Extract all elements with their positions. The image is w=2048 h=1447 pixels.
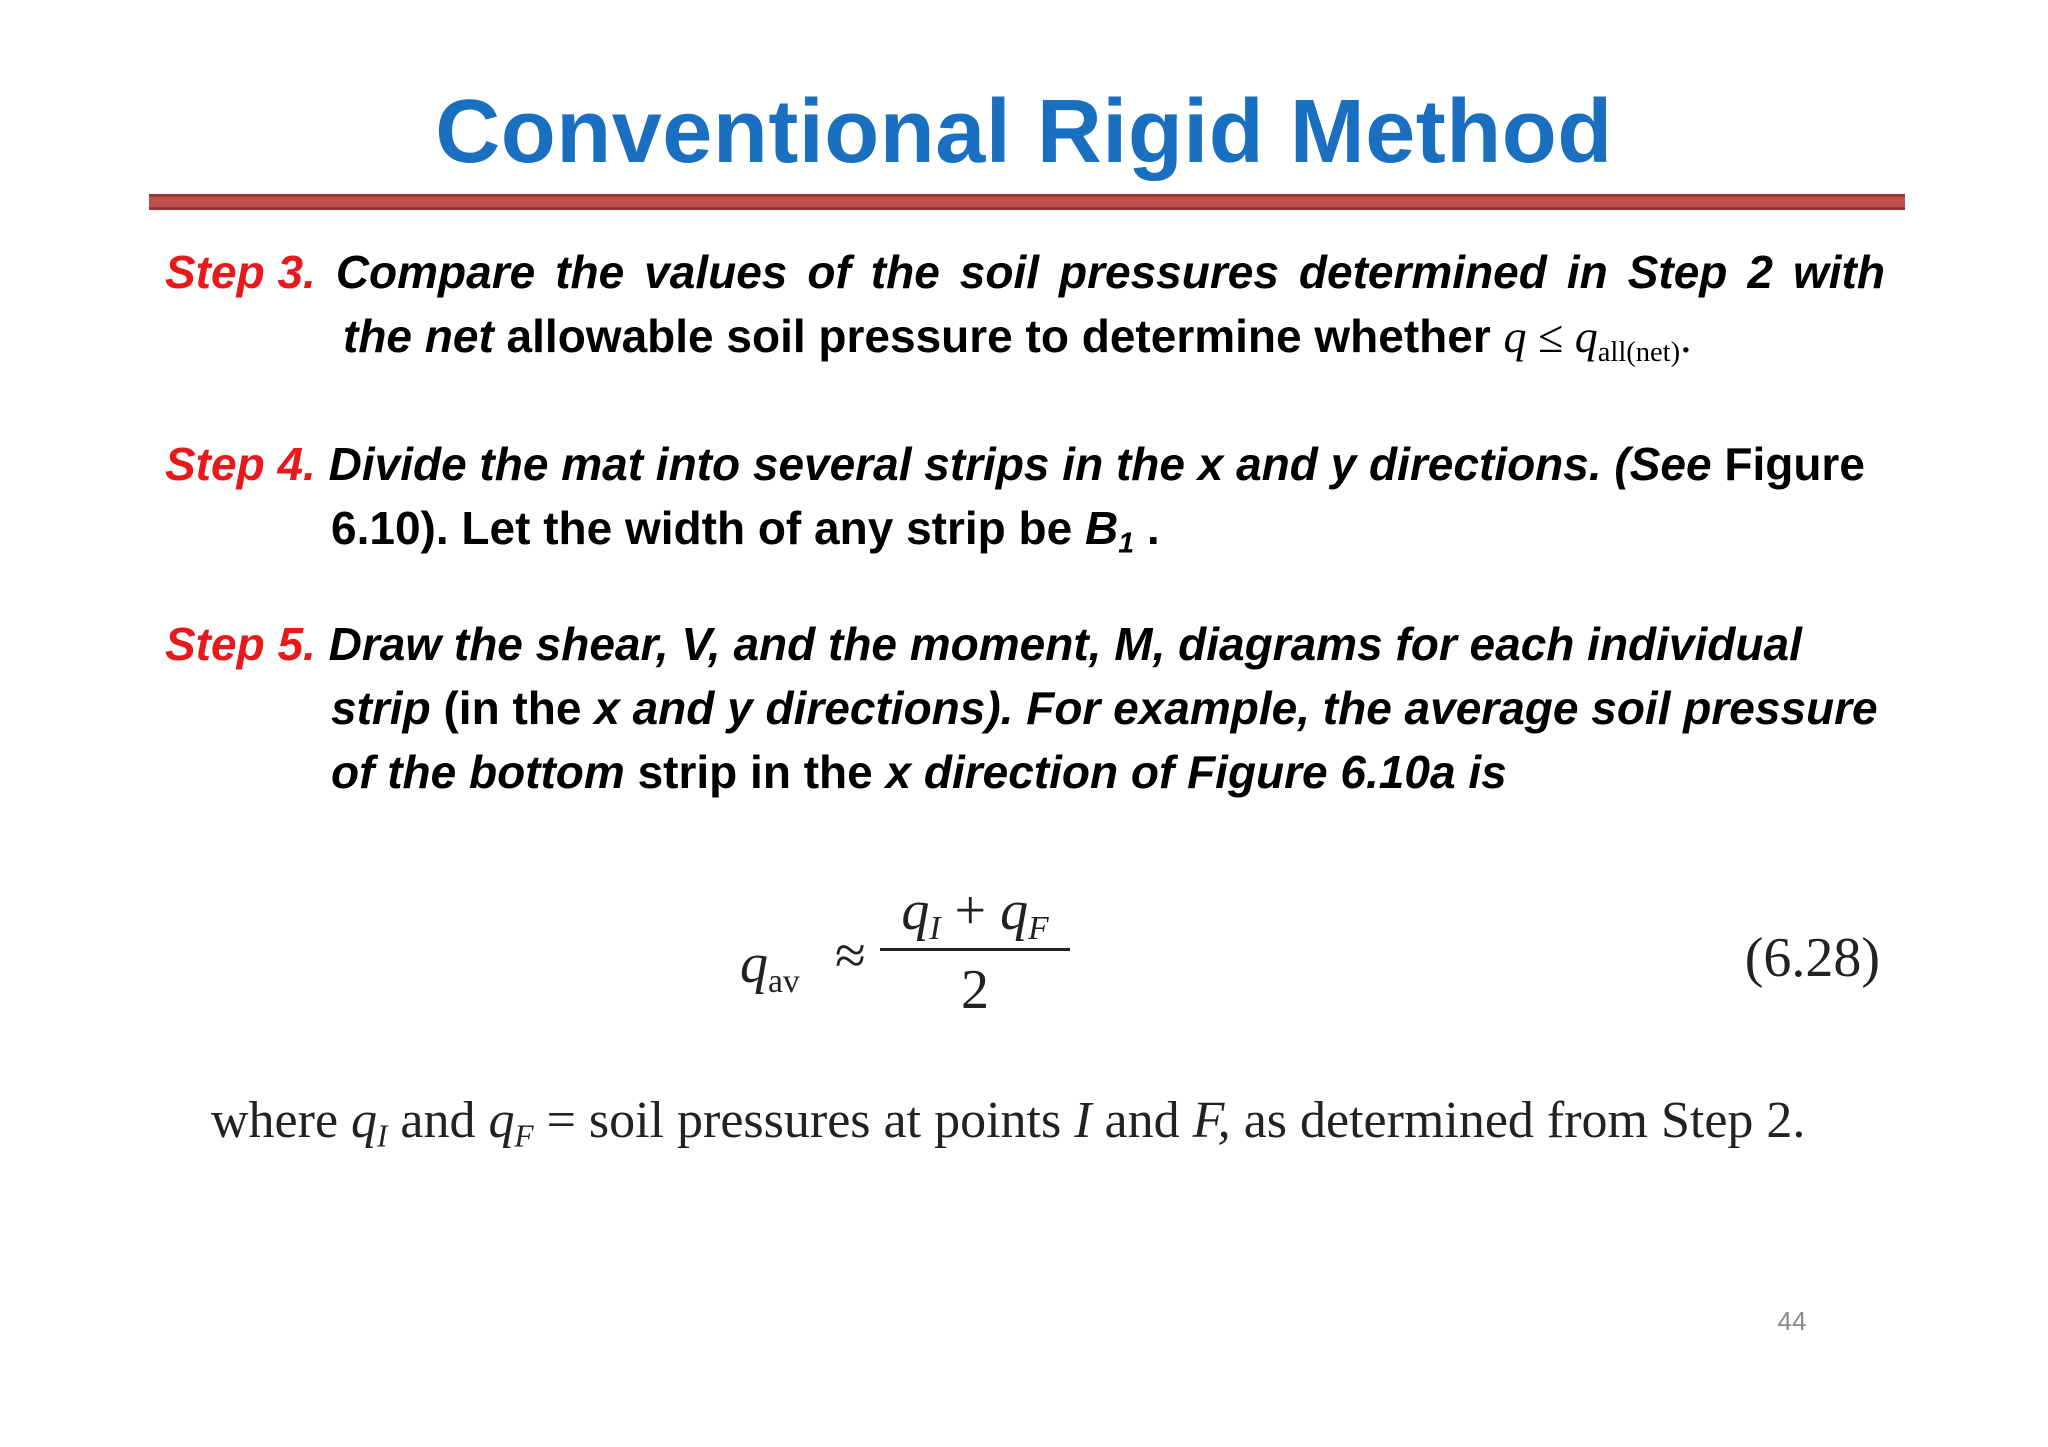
equation-q-i-subscript: I (929, 910, 941, 948)
step-3-word: soil (959, 246, 1040, 298)
math-q: q (1503, 311, 1527, 362)
step-3 (165, 240, 1885, 385)
step-5-line-2-c: x and y directions). For example, the average soil pressure (594, 682, 1878, 734)
where-point-f: F, (1192, 1092, 1231, 1149)
where-q-f-subscript: F (514, 1118, 534, 1154)
math-q-all-subscript: all(net) (1597, 337, 1681, 369)
step-4-var-b-subscript: 1 (1118, 527, 1135, 560)
equation-denominator: 2 (961, 959, 989, 1021)
step-3-word: determined (1298, 246, 1547, 298)
step-4-text-2: 6.10). Let the width of any strip be (331, 502, 1085, 554)
equation-fraction (880, 880, 1070, 1021)
step-4-end: . (1134, 502, 1160, 554)
equation-number: (6.28) (1744, 927, 1880, 989)
step-3-text: allowable soil pressure to determine whether (493, 310, 1504, 362)
step-3-word: 2 (1747, 246, 1773, 298)
step-3-word: in (1566, 246, 1608, 298)
equation-fraction-bar (880, 948, 1070, 951)
step-3-word: Step (1627, 246, 1728, 298)
step-3-line-1 (165, 240, 1885, 304)
math-q-all: q (1574, 311, 1598, 362)
step-4 (165, 432, 1885, 576)
step-4-line-1 (165, 432, 1885, 496)
step-3-word: Compare (335, 246, 536, 298)
math-le: ≤ (1526, 311, 1575, 362)
where-point-i: I (1074, 1092, 1092, 1149)
step-5-line-2-a: strip (331, 682, 431, 734)
page-number: 44 (1777, 1306, 1807, 1336)
step-3-word: pressures (1059, 246, 1279, 298)
step-5-label: Step 5. (165, 618, 316, 670)
where-text: where (211, 1092, 352, 1149)
where-text: and (1091, 1092, 1193, 1149)
title-underline (149, 194, 1905, 210)
equation-q-f-subscript: F (1028, 910, 1049, 948)
equation-plus: + (940, 880, 1001, 942)
step-5-line-2-b: (in the (430, 682, 595, 734)
step-3-label: Step 3. (165, 246, 316, 298)
step-3-italic-text: the net (343, 310, 494, 362)
step-4-text: Figure (1711, 438, 1865, 490)
step-5-italic-text: Draw the shear, V, and the moment, M, diagrams for each individual (315, 618, 1802, 670)
step-3-word: with (1792, 246, 1885, 298)
step-3-word: values (644, 246, 788, 298)
step-5-line-3-a: of the bottom (331, 746, 625, 798)
equation-q-av-subscript: av (768, 963, 800, 1001)
step-4-line-2 (165, 496, 1885, 576)
step-4-var-b: B (1085, 502, 1119, 554)
step-4-italic-text: Divide the mat into several strips in the x and y directions. (See (315, 438, 1712, 490)
step-5-line-3-b: strip in the (624, 746, 886, 798)
where-q-i-subscript: I (377, 1118, 388, 1154)
where-text: = soil pressures at points (533, 1092, 1075, 1149)
equation-lhs (740, 932, 800, 1001)
equation-q-av: q (740, 933, 768, 995)
equation-6-28 (730, 880, 1880, 1040)
step-4-label: Step 4. (165, 438, 316, 490)
equation-numerator (880, 880, 1070, 948)
step-3-word: the (555, 246, 625, 298)
where-text: as determined from Step 2. (1230, 1092, 1806, 1149)
step-3-word: of (807, 246, 851, 298)
step-3-word: the (870, 246, 940, 298)
where-clause (211, 1088, 1851, 1169)
slide-title: Conventional Rigid Method (435, 82, 1613, 182)
where-q-f: q (488, 1092, 515, 1149)
step-5 (165, 612, 1885, 804)
step-5-line-2 (165, 676, 1885, 740)
step-5-line-3-c: x direction of Figure 6.10a is (885, 746, 1507, 798)
step-3-line-2 (165, 304, 1885, 385)
equation-q-f: q (1000, 880, 1029, 942)
where-q-i: q (351, 1092, 378, 1149)
equation-approx-symbol: ≈ (835, 925, 866, 987)
step-5-line-3 (165, 740, 1885, 804)
step-3-inequality (1503, 311, 1692, 369)
step-5-line-1 (165, 612, 1885, 676)
equation-q-i: q (901, 880, 930, 942)
math-period: . (1680, 311, 1692, 362)
where-text: and (387, 1092, 489, 1149)
